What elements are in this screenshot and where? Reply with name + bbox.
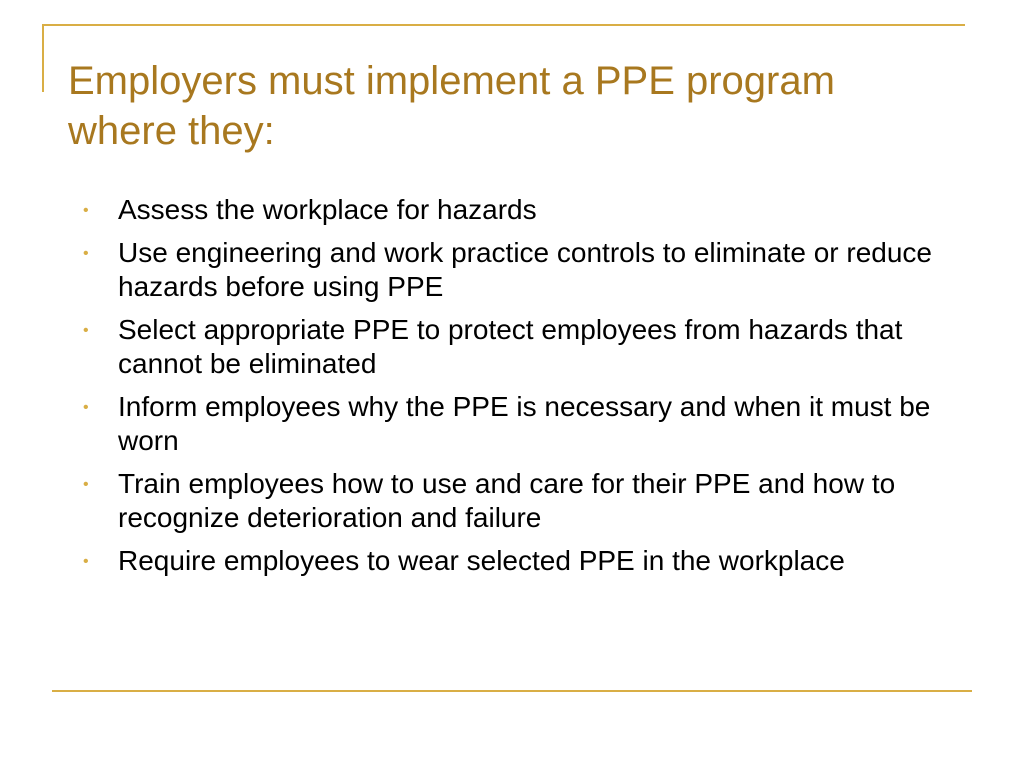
left-frame-line: [42, 24, 44, 92]
bullet-icon: •: [83, 399, 89, 416]
bullet-text: Train employees how to use and care for their PPE and how to recognize deterioration and failure: [118, 468, 896, 533]
bullet-icon: •: [83, 553, 89, 570]
bullet-text: Assess the workplace for hazards: [118, 194, 537, 225]
slide-title: Employers must implement a PPE program where they:: [68, 59, 835, 153]
bullet-item: [80, 390, 940, 458]
top-frame-line: [42, 24, 965, 26]
bullet-icon: •: [83, 322, 89, 339]
bullet-text: Inform employees why the PPE is necessary and when it must be worn: [118, 391, 931, 456]
bottom-frame-line: [52, 690, 972, 692]
bullet-text: Select appropriate PPE to protect employees from hazards that cannot be eliminated: [118, 314, 903, 379]
bullet-icon: •: [83, 202, 89, 219]
bullet-item: [80, 236, 940, 304]
bullet-item: [80, 544, 940, 578]
bullet-list: [80, 193, 940, 587]
bullet-item: [80, 193, 940, 227]
bullet-icon: •: [83, 476, 89, 493]
bullet-text: Use engineering and work practice controls to eliminate or reduce hazards before using PPE: [118, 237, 932, 302]
bullet-icon: •: [83, 245, 89, 262]
bullet-text: Require employees to wear selected PPE in the workplace: [118, 545, 845, 576]
bullet-item: [80, 467, 940, 535]
bullet-item: [80, 313, 940, 381]
